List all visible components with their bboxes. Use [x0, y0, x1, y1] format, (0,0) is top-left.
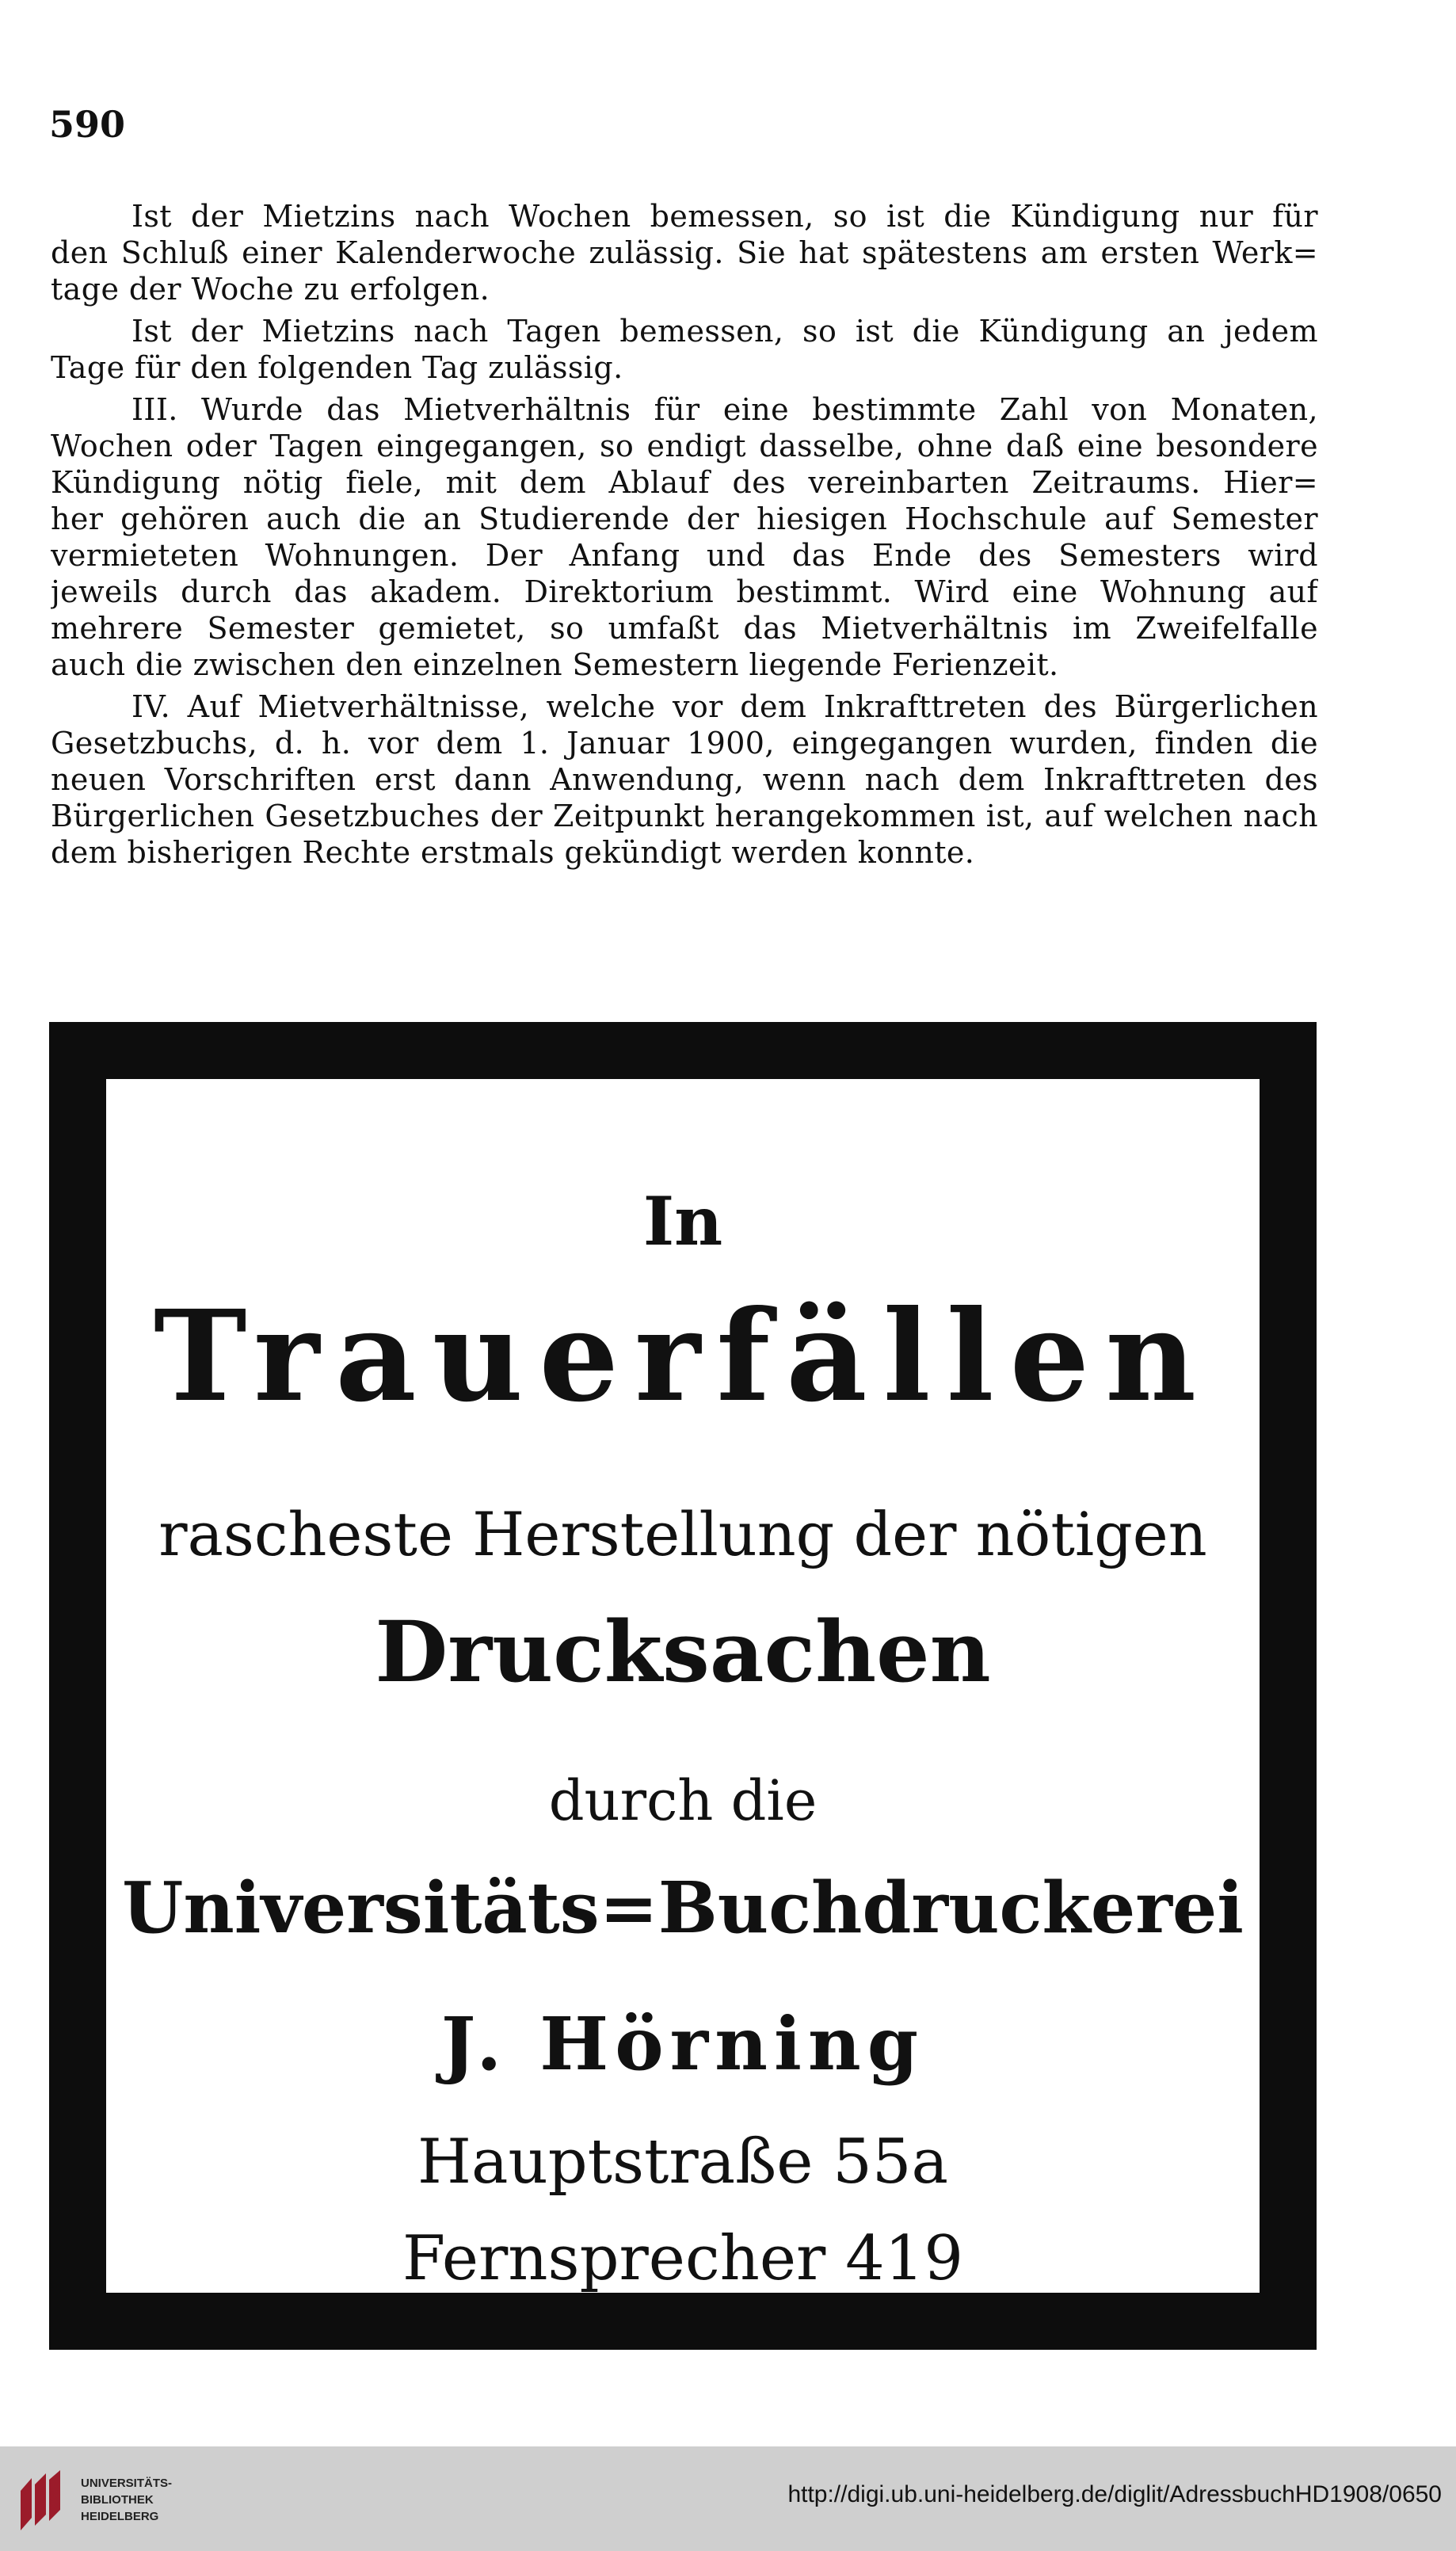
text-line: jeweils durch das akadem. Direktorium bestimmt. Wird eine Wohnung auf [51, 574, 1318, 609]
logo-line: UNIVERSITÄTS- [81, 2477, 173, 2490]
text-line: IV. Auf Mietverhältnisse, welche vor dem Inkrafttreten des Bürgerlichen [131, 689, 1318, 724]
library-logo-text [81, 2475, 172, 2525]
text-line: III. Wurde das Mietverhältnis für eine bestimmte Zahl von Monaten, [131, 392, 1318, 427]
ad-line-drucksachen: Drucksachen [375, 1602, 991, 1701]
text-line: Gesetzbuchs, d. h. vor dem 1. Januar 1900, eingegangen wurden, finden die [51, 726, 1318, 761]
advertisement-box [49, 1022, 1317, 2350]
text-line: mehrere Semester gemietet, so umfaßt das Mietverhältnis im Zweifelfalle [51, 611, 1318, 646]
text-line: tage der Woche zu erfolgen. [51, 272, 490, 307]
ad-in: In [642, 1182, 723, 1260]
library-logo-icon [13, 2467, 76, 2538]
ad-line-address: Hauptstraße 55a [417, 2126, 948, 2198]
page-number: 590 [49, 103, 126, 146]
logo-line: HEIDELBERG [81, 2510, 159, 2523]
text-line: neuen Vorschriften erst dann Anwendung, wenn nach dem Inkrafttreten des [51, 762, 1318, 797]
text-line: Ist der Mietzins nach Tagen bemessen, so ist die Kündigung an jedem [131, 314, 1318, 349]
text-line: den Schluß einer Kalenderwoche zulässig. Sie hat spätestens am ersten Werk= [51, 235, 1318, 270]
text-line: Wochen oder Tagen eingegangen, so endigt dasselbe, ohne daß eine besondere [51, 429, 1318, 463]
body-text [51, 198, 1318, 876]
ad-line-buchdruckerei: Universitäts=Buchdruckerei [122, 1867, 1244, 1949]
logo-line: BIBLIOTHEK [81, 2493, 154, 2507]
ad-line-hoerning: J. Hörning [440, 2001, 925, 2087]
ad-line-durch-die: durch die [548, 1768, 818, 1833]
ad-line-rascheste: rascheste Herstellung der nötigen [158, 1499, 1207, 1569]
text-line: Bürgerlichen Gesetzbuches der Zeitpunkt herangekommen ist, auf welchen nach [51, 799, 1318, 833]
text-line: Kündigung nötig fiele, mit dem Ablauf des vereinbarten Zeitraums. Hier= [51, 465, 1318, 500]
source-url[interactable]: http://digi.ub.uni-heidelberg.de/diglit/AdressbuchHD1908/0650 [787, 2481, 1442, 2507]
ad-headline: Trauerfällen [153, 1283, 1213, 1430]
text-line: her gehören auch die an Studierende der hiesigen Hochschule auf Semester [51, 501, 1318, 536]
text-line: dem bisherigen Rechte erstmals gekündigt werden konnte. [51, 835, 975, 870]
text-line: vermieteten Wohnungen. Der Anfang und das Ende des Semesters wird [51, 538, 1318, 573]
text-line: auch die zwischen den einzelnen Semestern liegende Ferienzeit. [51, 647, 1059, 682]
text-line: Tage für den folgenden Tag zulässig. [51, 350, 623, 385]
footer-bar [0, 2446, 1456, 2551]
ad-line-phone: Fernsprecher 419 [402, 2223, 963, 2294]
text-line: Ist der Mietzins nach Wochen bemessen, so ist die Kündigung nur für [131, 199, 1318, 234]
